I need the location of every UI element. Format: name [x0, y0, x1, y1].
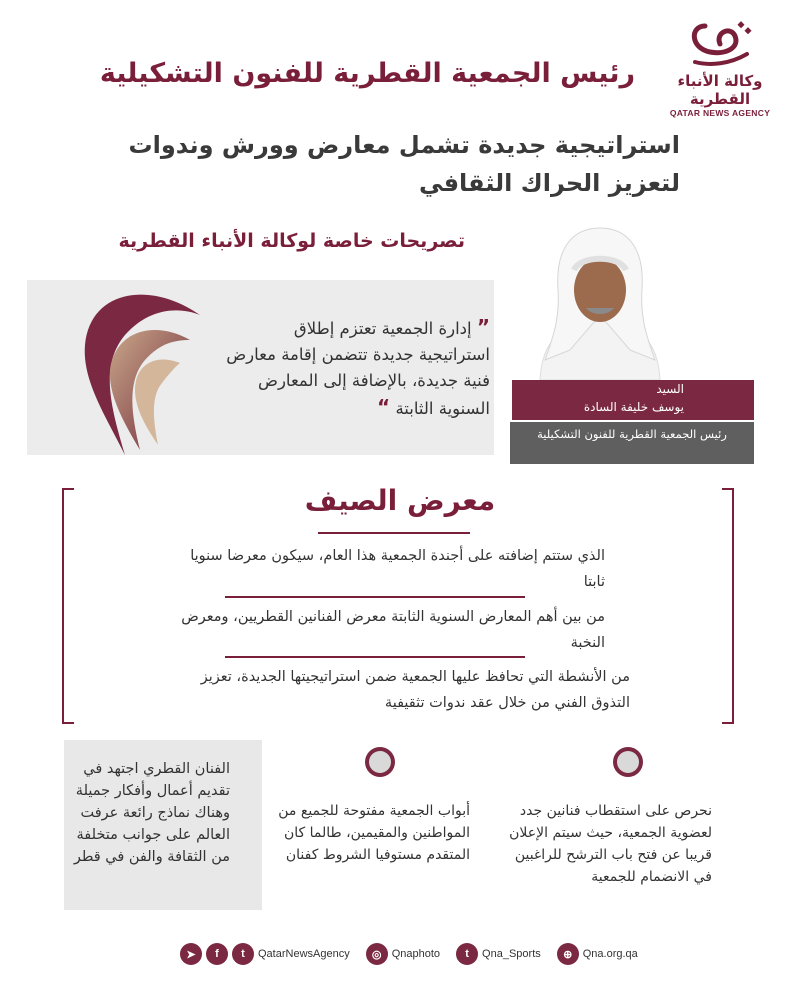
summer-item-2: من بين أهم المعارض السنوية الثابتة معرض الفنانين القطريين، ومعرض النخبة [181, 609, 605, 651]
twitter-icon[interactable]: t [232, 943, 254, 965]
society-emblem-icon [70, 285, 210, 460]
column-right-text: نحرص على استقطاب فنانين جدد لعضوية الجمعية، حيث سيتم الإعلان قريبا عن فتح باب الترشح للراغبين في الانضمام للجمعية [509, 803, 712, 885]
footer-website[interactable]: Qna.org.qa [582, 948, 638, 960]
summer-item-3: من الأنشطة التي تحافظ عليها الجمعية ضمن استراتيجيتها الجديدة، تعزيز التذوق الفني من خلال عقد ندوات تثقيفية [200, 669, 630, 711]
item-separator [225, 596, 525, 598]
section-bracket-right [722, 488, 734, 724]
footer-handle-main[interactable]: QatarNewsAgency [258, 948, 350, 960]
logo-arabic-text: وكالة الأنباء القطرية [677, 72, 763, 108]
quote-text [225, 314, 490, 422]
quote-body: إدارة الجمعية تعتزم إطلاق استراتيجية جديدة تتضمن إقامة معارض فنية جديدة، بالإضافة إلى المعارض السنوية الثابتة [226, 319, 490, 418]
twitter-icon[interactable]: t [456, 943, 478, 965]
facebook-icon[interactable]: f [206, 943, 228, 965]
column-middle-text: أبواب الجمعية مفتوحة للجميع من المواطنين والمقيمين، طالما كان المتقدم مستوفيا الشروط كفنان [278, 803, 470, 863]
footer-handle-sports[interactable]: Qna_Sports [482, 948, 541, 960]
quote-open-mark: ” [476, 315, 490, 339]
quote-close-mark: “ [377, 395, 391, 419]
person-role: رئيس الجمعية القطرية للفنون التشكيلية [510, 422, 754, 464]
special-statements-heading: تصريحات خاصة لوكالة الأنباء القطرية [118, 230, 465, 252]
bullet-circle-icon [365, 747, 395, 777]
page-subtitle: استراتيجية جديدة تشمل معارض وورش وندوات لتعزيز الحراك الثقافي [128, 131, 680, 197]
column-left-text: الفنان القطري اجتهد في تقديم أعمال وأفكار جميلة وهناك نماذج رائعة عرفت العالم على جوانب متخلفة من الثقافة والفن في قطر [73, 761, 230, 865]
page-title: رئيس الجمعية القطرية للفنون التشكيلية [99, 58, 635, 89]
person-name: يوسف خليفة السادة [583, 400, 684, 414]
bullet-circle-icon [613, 747, 643, 777]
telegram-icon[interactable]: ➤ [180, 943, 202, 965]
person-honorific: السيد [656, 382, 684, 396]
globe-icon[interactable]: ⊕ [557, 943, 579, 965]
qna-logo [655, 18, 785, 118]
item-separator [225, 656, 525, 658]
title-underline [318, 532, 470, 534]
summer-item-1: الذي ستتم إضافته على أجندة الجمعية هذا العام، سيكون معرضا سنويا ثابتا [190, 548, 605, 590]
person-portrait [530, 220, 670, 380]
footer-social-bar [180, 940, 646, 968]
footer-handle-photo[interactable]: Qnaphoto [391, 948, 441, 960]
summer-exhibition-title: معرض الصيف [304, 484, 496, 517]
instagram-icon[interactable]: ◎ [366, 943, 388, 965]
logo-english-text: QATAR NEWS AGENCY [669, 108, 771, 118]
section-bracket-left [62, 488, 74, 724]
person-name-box [512, 380, 754, 420]
qna-logo-icon [685, 18, 755, 70]
